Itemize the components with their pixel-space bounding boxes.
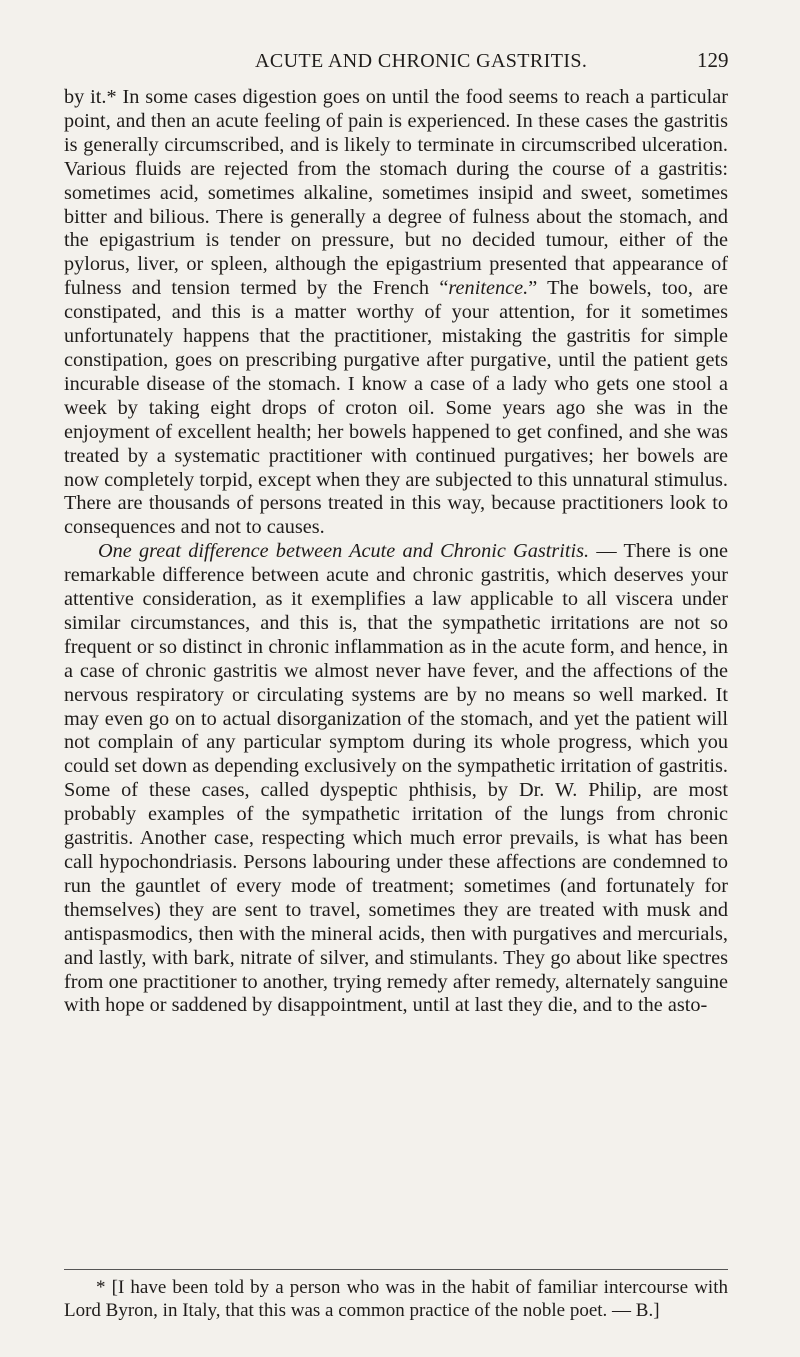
body-text — [64, 86, 728, 1018]
footnote-text: * [I have been told by a person who was in the habit of familiar intercourse with Lord Byron, in Italy, that this was a common practice of the noble poet. — B.] — [64, 1277, 728, 1321]
footnote-divider — [64, 1269, 728, 1270]
paragraph-text: by it.* In some cases digestion goes on until the food seems to reach a particular point, and then an acute feeling of pain is experienced. In these cases the gastritis is generally circumscribed, and is likely to terminate in circumscribed ulceration. Various fluids are rejected from the stomach during the course of a gastritis: sometimes acid, sometimes alkaline, sometimes insipid and sweet, sometimes bitter and bilious. There is generally a degree of fulness about the stomach, and the epigastrium is tender on pressure, but no decided tumour, either of the pylorus, liver, or spleen, although the epigastrium presented that appearance of fulness and tension termed by the French “ — [64, 86, 728, 300]
running-head: ACUTE AND CHRONIC GASTRITIS. — [255, 50, 588, 72]
paragraph — [64, 540, 728, 1018]
italic-term: renitence. — [448, 277, 529, 300]
section-heading: One great difference between Acute and Chronic Gastritis. — [98, 540, 590, 563]
paragraph-text: — There is one remarkable difference between acute and chronic gastritis, which deserves your attentive consideration, as it exemplifies a law applicable to all viscera under similar circumstances, and this is, that the sympathetic irritations are not so frequent or so distinct in chronic inflammation as in the acute form, and hence, in a case of chronic gastritis we almost never have fever, and the affections of the nervous respiratory or circulating systems are by no means so well marked. It may even go on to actual disorganization of the stomach, and yet the patient will not complain of any particular symptom during its whole progress, which you could set down as depending exclusively on the sympathetic irritation of gastritis. Some of these cases, called dyspeptic phthisis, by Dr. W. Philip, are most probably examples of the sympathetic irritation of the lungs from chronic gastritis. Another case, respecting which much error prevails, is what has been call hypochondriasis. Persons labouring under these affections are condemned to run the gauntlet of every mode of treatment; sometimes (and fortunately for themselves) they are sent to travel, sometimes they are treated with musk and antispasmodics, then with the mineral acids, then with purgatives and mercurials, and lastly, with bark, nitrate of silver, and stimulants. They go about like spectres from one practitioner to another, trying remedy after remedy, alternately sanguine with hope or saddened by disappointment, until at last they die, and to the asto- — [64, 540, 728, 1017]
page-number: 129 — [697, 48, 729, 72]
paragraph — [64, 86, 728, 540]
paragraph-text: ” The bowels, too, are constipated, and this is a matter worthy of your attention, for it sometimes unfortunately happens that the practitioner, mistaking the gastritis for simple constipation, goes on prescribing purgative after purgative, until the patient gets incurable disease of the stomach. I know a case of a lady who gets one stool a week by taking eight drops of croton oil. Some years ago she was in the enjoyment of excellent health; her bowels happened to get confined, and she was treated by a systematic practitioner with continued purgatives; her bowels are now completely torpid, except when they are subjected to this unnatural stimulus. There are thousands of persons treated in this way, because practitioners look to consequences and not to causes. — [64, 277, 728, 539]
footnote — [64, 1277, 728, 1322]
